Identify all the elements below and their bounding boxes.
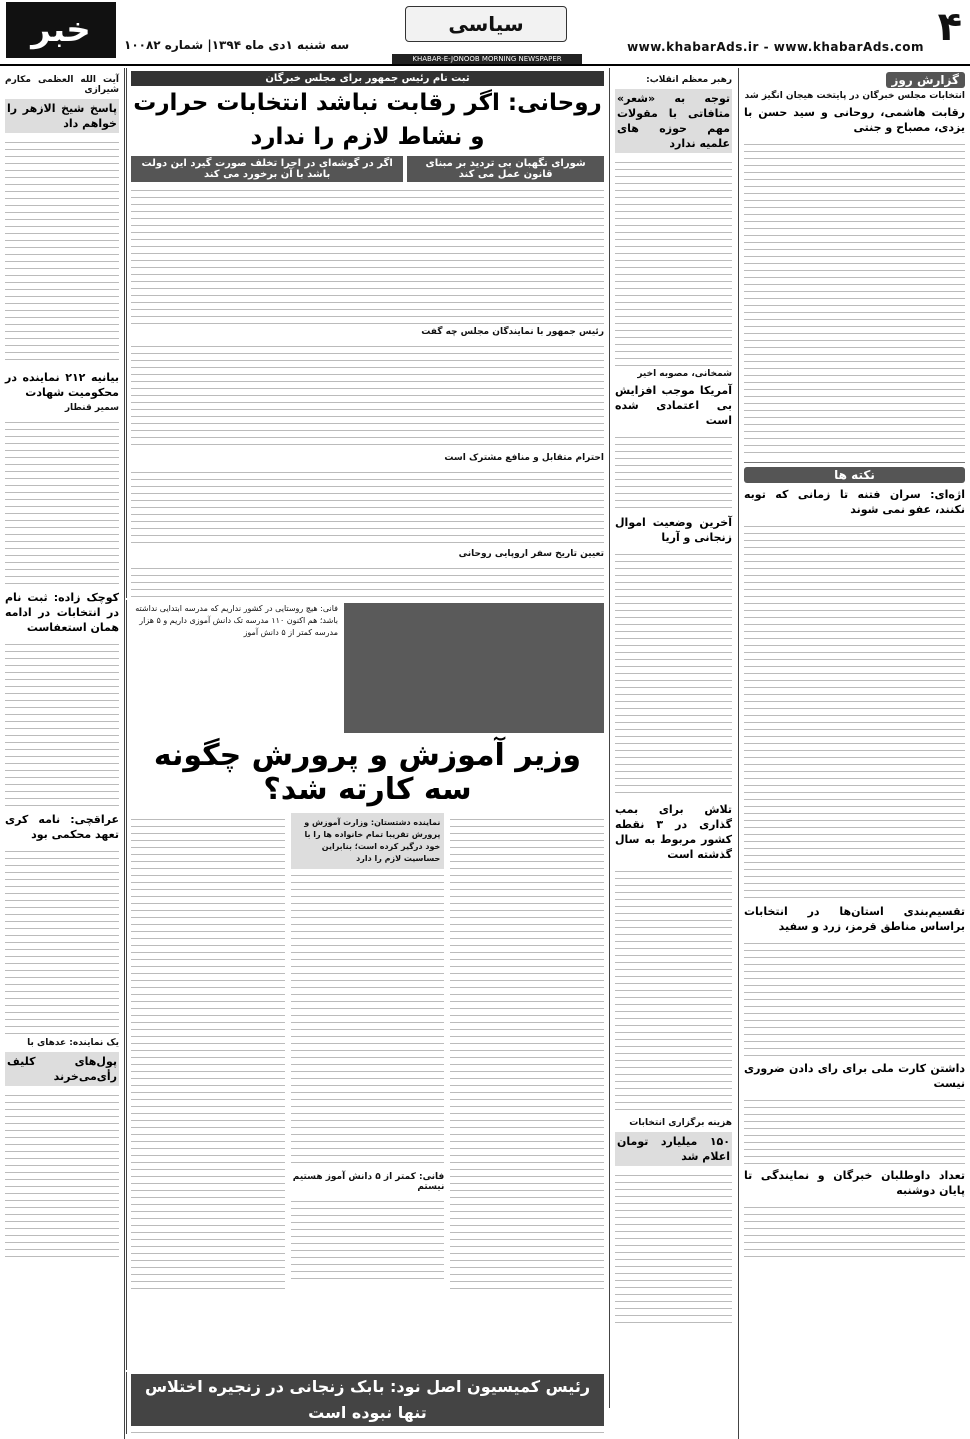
education-body-mid2 (291, 1195, 445, 1285)
left-column (0, 68, 124, 1439)
note-body-3 (744, 1094, 965, 1164)
education-headline: وزیر آموزش و پرورش چگونه سه کارته شد؟ (153, 738, 582, 807)
col2-body-4 (615, 865, 732, 1115)
report-body (744, 138, 965, 458)
minister-photo (344, 603, 604, 733)
education-body-mid (291, 869, 445, 1169)
left-item4-headline: عراقچی: نامه کری تعهد محکمی بود (5, 813, 119, 841)
column-rule (124, 68, 125, 1439)
left-item2-headline: بیانیه ۲۱۲ نماینده در محکومیت شهادت (5, 371, 120, 399)
lead-inline-2: احترام متقابل و منافع مشترک است (444, 453, 604, 463)
bottom-body (131, 1426, 604, 1434)
report-kicker: انتخابات مجلس خبرگان در پایتخت هیجان انگیز شد (744, 91, 965, 101)
col2-article3-headline: آخرین وضعیت اموال زنجانی و آریا (615, 516, 732, 544)
col2-body-1 (615, 156, 732, 366)
education-pullquote: نماینده دشتستان: وزارت آموزش و پرورش تقریبا تمام خانواده ها را با خود درگیر کرده است؛ بنابراین حساسیت لازم را دارد (291, 813, 445, 869)
website-url[interactable]: www.khabarAds.ir - www.khabarAds.com (627, 40, 924, 54)
report-box-title: گزارش روز (886, 72, 965, 88)
left-item3-headline: کوچک زاده: ثبت نام در انتخابات در ادامه همان استعفاست (5, 591, 119, 634)
left-item4-body (5, 845, 119, 1035)
col2-article4-headline: تلاش برای بمب گذاری در ۳ نقطه کشور مربوط به سال گذشته است (615, 803, 733, 861)
col2-kicker: رهبر معظم انقلاب: (646, 75, 732, 85)
left-item1-headline: پاسخ شیخ الازهر را خواهم داد (5, 99, 119, 133)
note-body-1 (744, 520, 965, 900)
photo-caption: فانی: هیچ روستایی در کشور نداریم که مدرسه ابتدایی نداشته باشد؛ هم اکنون ۱۱۰ مدرسه تک دانش آموزی داریم و ۵ هزار مدرسه کمتر از ۵ دانش آموز (135, 604, 338, 637)
left-item3-body (5, 638, 119, 808)
note-body-4 (744, 1201, 965, 1261)
masthead (0, 0, 970, 66)
left-item5-headline: پول‌های کلیف رأی‌می‌خرند (5, 1052, 119, 1086)
education-photo-row (131, 603, 604, 733)
news-column-2 (609, 68, 737, 1408)
left-item5-body (5, 1089, 119, 1259)
lead-story (126, 68, 608, 598)
lead-body-b (131, 340, 604, 450)
education-body-left (131, 813, 285, 1293)
lead-subhead-left: اگر در گوشه‌ای در اجرا تخلف صورت گیرد این دولت باشد با آن برخورد می کند (131, 156, 403, 182)
note-body-2 (744, 937, 965, 1057)
col2-headline: توجه به «شعر» متافاتی با مقولات مهم حوزه های علمیه ندارد (615, 89, 732, 153)
note-title-1: اژه‌ای: سران فتنه تا زمانی که توبه نکنند، عفو نمی شوند (744, 488, 965, 516)
report-column (738, 68, 970, 1439)
left-item5-kicker: یک نماینده: عدهای با (27, 1038, 119, 1048)
lead-body-a (131, 184, 604, 324)
bottom-story (126, 1372, 608, 1434)
note-title-3: داشتن کارت ملی برای رای دادن ضروری نیست (744, 1062, 965, 1090)
col2-article2-headline: آمریکا موجب افزایش بی اعتمادی شده است (615, 384, 732, 427)
education-middle (291, 813, 445, 1293)
left-item2-body (5, 416, 119, 586)
divider (744, 462, 965, 463)
lead-inline-1: رئیس جمهور با نمایندگان مجلس چه گفت (421, 327, 604, 337)
notes-box-title: نکته ها (744, 467, 965, 483)
left-item1-kicker: آیت الله العظمی مکارم شیرازی (5, 75, 119, 95)
col2-body-3 (615, 548, 732, 798)
note-title-2: تقسیم‌بندی استان‌ها در انتخابات براساس مناطق قرمز، زرد و سفید (744, 905, 965, 933)
lead-kicker: ثبت نام رئیس جمهور برای مجلس خبرگان (131, 71, 604, 86)
english-banner: KHABAR-E-JONOOB MORNING NEWSPAPER (392, 54, 582, 65)
education-inline: فانی: کمتر از ۵ دانش آموز هستیم نیستم (292, 1172, 445, 1192)
col2-body-2 (615, 431, 732, 511)
lead-inline-3: تعیین تاریخ سفر اروپایی روحانی (458, 549, 604, 559)
report-headline: رقابت هاشمی، روحانی و سید حسن با یزدی، مصباح و جنتی (744, 106, 965, 134)
lead-body-d (131, 562, 604, 598)
lead-body-c (131, 466, 604, 546)
lead-subhead-right: شورای نگهبان بی تردید بر مبنای قانون عمل می کند (407, 156, 604, 182)
lead-headline: روحانی: اگر رقابت نباشد انتخابات حرارت و نشاط لازم را ندارد (133, 90, 602, 150)
lead-subheads (131, 156, 604, 182)
bottom-headline: رئیس کمیسیون اصل نود: بابک زنجانی در زنجیره اختلاس تنها نبوده است (131, 1374, 604, 1426)
col2-article2-kicker: شمخانی، مصوبه اخیر (637, 369, 732, 379)
col2-article5-kicker: هزینه برگزاری انتخابات (629, 1118, 732, 1128)
section-title: سیاسی (405, 6, 567, 42)
education-body-row (131, 813, 604, 1293)
newspaper-logo: خبر (6, 2, 116, 58)
col2-body-5 (615, 1169, 732, 1329)
left-item2-sub: سمیر قنطار (64, 403, 119, 413)
note-title-4: تعداد داوطلبان خبرگان و نمایندگی تا پایان دوشنبه (744, 1169, 965, 1197)
education-story (126, 600, 608, 1370)
left-item1-body (5, 136, 119, 366)
education-body-right (450, 813, 604, 1293)
col2-article5-headline: ۱۵۰ میلیارد تومان اعلام شد (615, 1132, 732, 1166)
page-number: ۴ (937, 4, 962, 50)
issue-date-line: سه شنبه ۱دی ماه ۱۳۹۴| شماره ۱۰۰۸۲ (124, 38, 350, 52)
